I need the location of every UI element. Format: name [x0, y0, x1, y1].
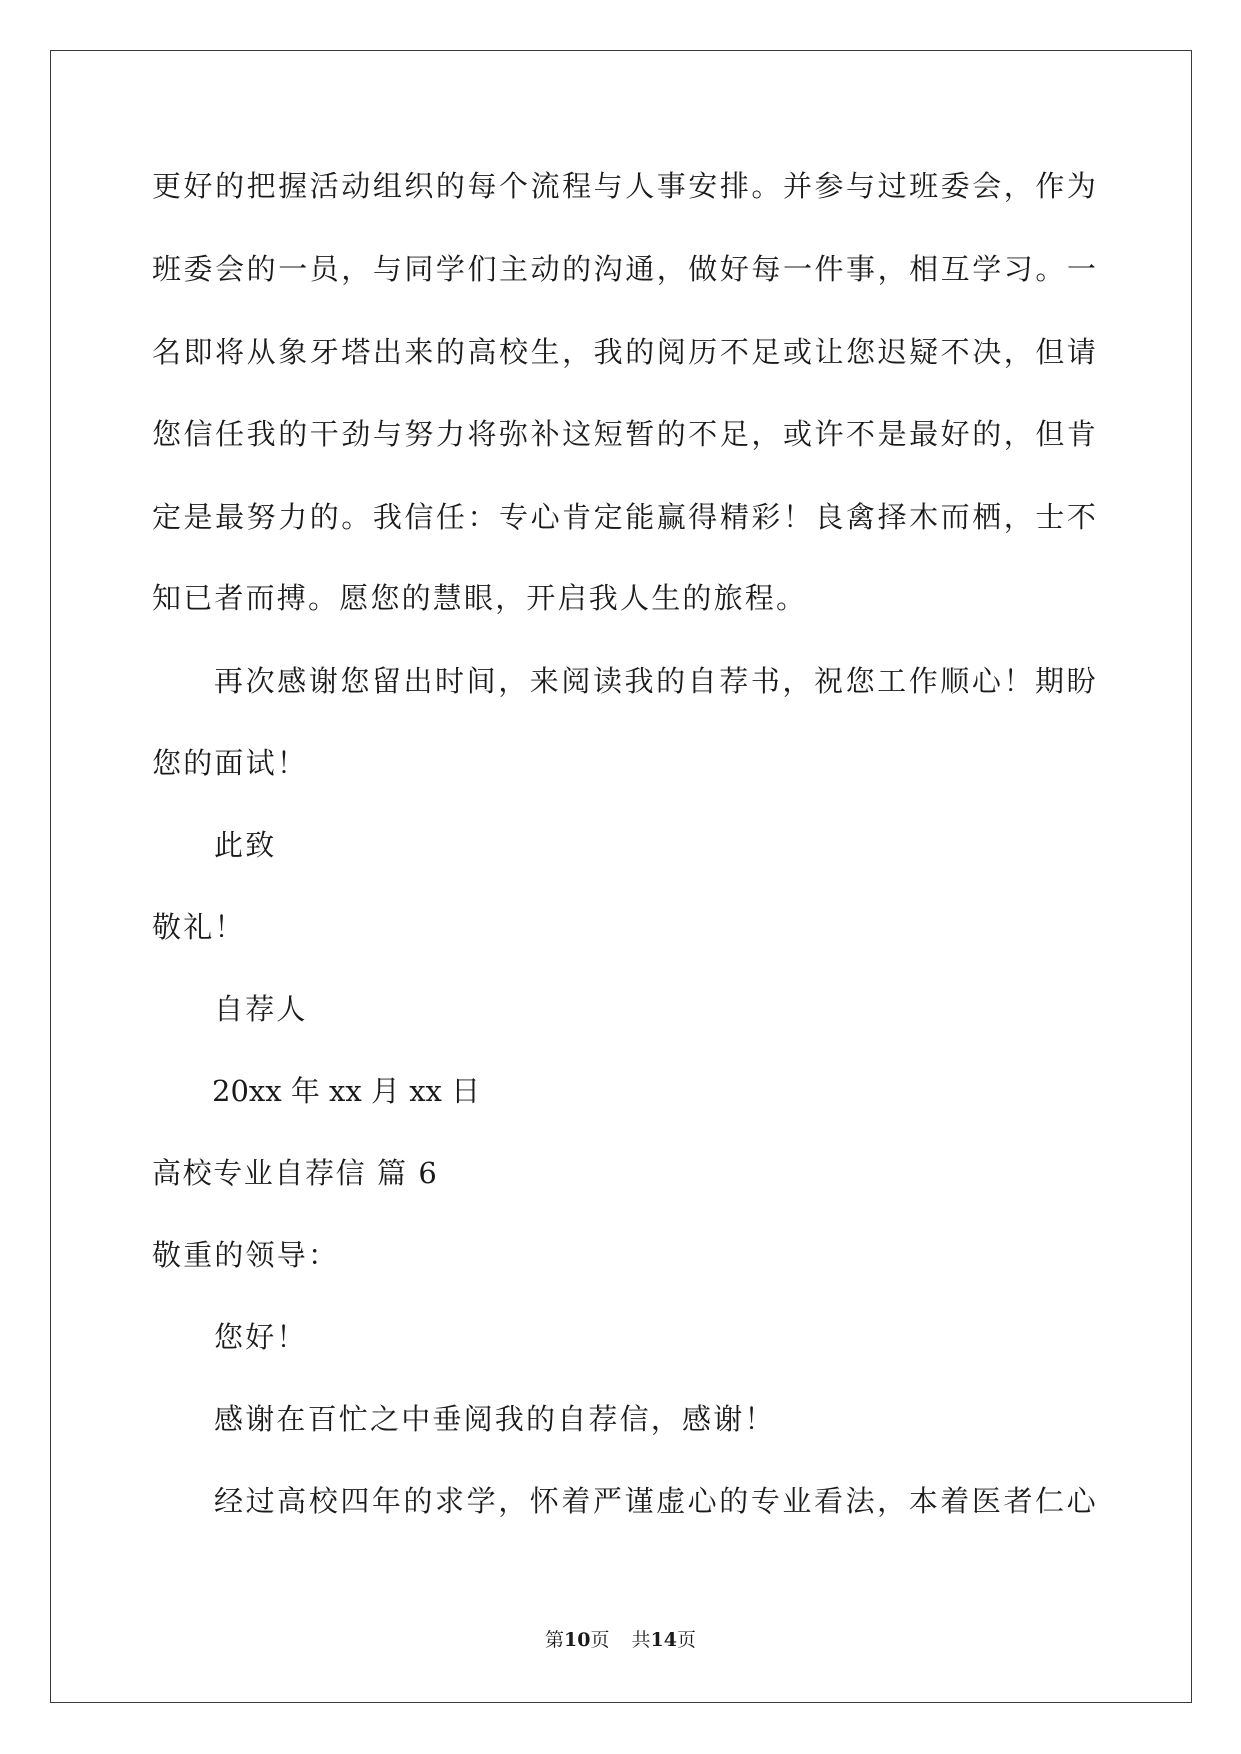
section-heading: 高校专业自荐信 篇 6	[152, 1156, 439, 1190]
closing-phrase: 此致	[214, 828, 277, 862]
paragraph-line: 定 是 最 努 力 的 。 我 信 任 ： 专 心 肯 定 能 赢 得 精 彩 ！ 良 禽 择 木 而 栖 ， 士 不	[152, 500, 1096, 534]
page-suffix: 页	[590, 1629, 610, 1651]
paragraph-line: 您 信 任 我 的 干 劲 与 努 力 将 弥 补 这 短 暂 的 不 足 ， 或 许 不 是 最 好 的 ， 但 肯	[152, 417, 1096, 451]
paragraph-line: 再 次 感 谢 您 留 出 时 间 ， 来 阅 读 我 的 自 荐 书 ， 祝 您 工 作 顺 心 ！ 期 盼	[214, 664, 1096, 698]
paragraph-line: 您的面试！	[152, 746, 309, 780]
paragraph-line: 经 过 高 校 四 年 的 求 学 ， 怀 着 严 谨 虚 心 的 专 业 看 法 ， 本 着 医 者 仁 心	[214, 1484, 1096, 1518]
greeting-line: 敬重的领导：	[152, 1238, 340, 1272]
paragraph-line: 名 即 将 从 象 牙 塔 出 来 的 高 校 生 ， 我 的 阅 历 不 足 或 让 您 迟 疑 不 决 ， 但 请	[152, 335, 1096, 369]
paragraph-line: 感谢在百忙之中垂阅我的自荐信，感谢！	[214, 1402, 776, 1436]
page-number: 10	[564, 1629, 591, 1651]
page-prefix: 第	[545, 1629, 565, 1651]
paragraph-line: 知已者而搏。愿您的慧眼，开启我人生的旅程。	[152, 581, 808, 615]
signature-label: 自荐人	[214, 992, 308, 1026]
paragraph-line: 更 好 的 把 握 活 动 组 织 的 每 个 流 程 与 人 事 安 排 。 并 参 与 过 班 委 会 ， 作 为	[152, 169, 1096, 203]
greeting-line: 您好！	[214, 1320, 308, 1354]
total-prefix: 共	[631, 1629, 651, 1651]
total-suffix: 页	[676, 1629, 696, 1651]
date-line: 20xx 年 xx 月 xx 日	[212, 1074, 481, 1108]
page-border	[50, 50, 1192, 1703]
salutation-closing: 敬礼！	[152, 910, 246, 944]
paragraph-line: 班 委 会 的 一 员 ， 与 同 学 们 主 动 的 沟 通 ， 做 好 每 一 件 事 ， 相 互 学 习 。 一	[152, 252, 1096, 286]
page-footer	[0, 1631, 1241, 1650]
page-total: 14	[650, 1629, 677, 1651]
